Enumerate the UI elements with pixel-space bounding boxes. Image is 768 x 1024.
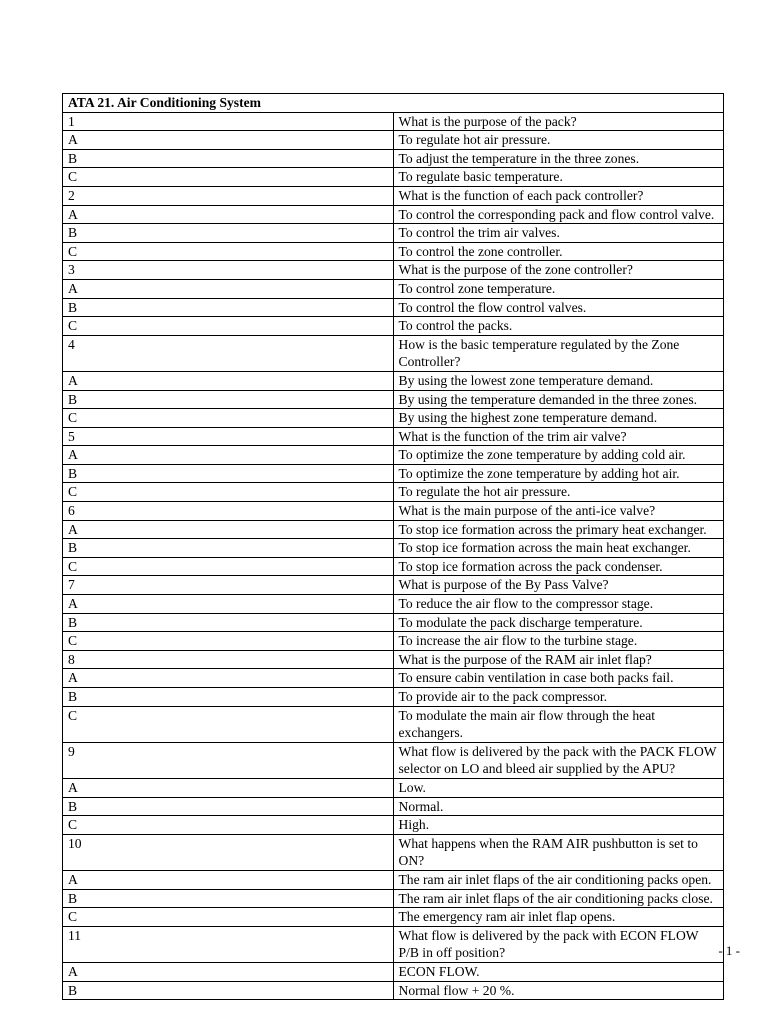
question-row xyxy=(63,926,724,962)
option-text: To control the flow control valves. xyxy=(393,298,724,317)
option-letter: B xyxy=(63,298,394,317)
answer-option-row xyxy=(63,613,724,632)
option-letter: A xyxy=(63,131,394,150)
question-number: 10 xyxy=(63,834,394,870)
answer-option-row xyxy=(63,539,724,558)
option-text: To stop ice formation across the primary heat exchanger. xyxy=(393,520,724,539)
option-text: To control the trim air valves. xyxy=(393,224,724,243)
answer-option-row xyxy=(63,520,724,539)
question-text: What is the function of the trim air valve? xyxy=(393,427,724,446)
option-text: To modulate the pack discharge temperature. xyxy=(393,613,724,632)
answer-option-row xyxy=(63,889,724,908)
answer-option-row xyxy=(63,981,724,1000)
option-letter: B xyxy=(63,797,394,816)
answer-option-row xyxy=(63,224,724,243)
answer-option-row xyxy=(63,632,724,651)
option-letter: A xyxy=(63,520,394,539)
option-letter: A xyxy=(63,279,394,298)
option-text: To provide air to the pack compressor. xyxy=(393,688,724,707)
option-text: By using the highest zone temperature demand. xyxy=(393,409,724,428)
option-letter: A xyxy=(63,371,394,390)
answer-option-row xyxy=(63,557,724,576)
option-text: To stop ice formation across the main heat exchanger. xyxy=(393,539,724,558)
option-text: To regulate hot air pressure. xyxy=(393,131,724,150)
option-text: To stop ice formation across the pack condenser. xyxy=(393,557,724,576)
question-text: What flow is delivered by the pack with ECON FLOW P/B in off position? xyxy=(393,926,724,962)
question-table-body xyxy=(63,94,724,1000)
answer-option-row xyxy=(63,870,724,889)
document-title: ATA 21. Air Conditioning System xyxy=(63,94,724,113)
option-text: Low. xyxy=(393,778,724,797)
option-letter: A xyxy=(63,778,394,797)
option-text: Normal. xyxy=(393,797,724,816)
option-letter: C xyxy=(63,632,394,651)
answer-option-row xyxy=(63,962,724,981)
question-table xyxy=(62,93,724,1000)
question-number: 11 xyxy=(63,926,394,962)
option-text: To reduce the air flow to the compressor stage. xyxy=(393,595,724,614)
question-number: 2 xyxy=(63,186,394,205)
question-text: What is the main purpose of the anti-ice valve? xyxy=(393,502,724,521)
answer-option-row xyxy=(63,778,724,797)
question-text: How is the basic temperature regulated by the Zone Controller? xyxy=(393,335,724,371)
answer-option-row xyxy=(63,149,724,168)
answer-option-row xyxy=(63,279,724,298)
option-letter: B xyxy=(63,539,394,558)
answer-option-row xyxy=(63,409,724,428)
option-letter: A xyxy=(63,446,394,465)
question-text: What flow is delivered by the pack with the PACK FLOW selector on LO and bleed air supplied by the APU? xyxy=(393,742,724,778)
question-row xyxy=(63,112,724,131)
option-letter: C xyxy=(63,557,394,576)
option-letter: B xyxy=(63,464,394,483)
option-letter: C xyxy=(63,816,394,835)
question-number: 7 xyxy=(63,576,394,595)
option-letter: C xyxy=(63,706,394,742)
option-letter: B xyxy=(63,981,394,1000)
question-row xyxy=(63,576,724,595)
option-text: By using the lowest zone temperature demand. xyxy=(393,371,724,390)
option-text: To modulate the main air flow through the heat exchangers. xyxy=(393,706,724,742)
question-number: 4 xyxy=(63,335,394,371)
option-letter: B xyxy=(63,613,394,632)
answer-option-row xyxy=(63,131,724,150)
question-row xyxy=(63,742,724,778)
question-number: 5 xyxy=(63,427,394,446)
option-letter: B xyxy=(63,149,394,168)
option-text: The emergency ram air inlet flap opens. xyxy=(393,908,724,927)
question-text: What is the purpose of the zone controller? xyxy=(393,261,724,280)
option-letter: C xyxy=(63,908,394,927)
answer-option-row xyxy=(63,168,724,187)
option-letter: A xyxy=(63,595,394,614)
question-number: 6 xyxy=(63,502,394,521)
question-text: What is the purpose of the RAM air inlet flap? xyxy=(393,650,724,669)
answer-option-row xyxy=(63,298,724,317)
question-row xyxy=(63,650,724,669)
answer-option-row xyxy=(63,483,724,502)
question-text: What happens when the RAM AIR pushbutton is set to ON? xyxy=(393,834,724,870)
question-text: What is the purpose of the pack? xyxy=(393,112,724,131)
option-letter: C xyxy=(63,483,394,502)
option-letter: A xyxy=(63,962,394,981)
question-number: 3 xyxy=(63,261,394,280)
option-text: To increase the air flow to the turbine stage. xyxy=(393,632,724,651)
question-row xyxy=(63,427,724,446)
option-text: The ram air inlet flaps of the air conditioning packs open. xyxy=(393,870,724,889)
question-text: What is the function of each pack controller? xyxy=(393,186,724,205)
answer-option-row xyxy=(63,908,724,927)
answer-option-row xyxy=(63,317,724,336)
option-text: To ensure cabin ventilation in case both packs fail. xyxy=(393,669,724,688)
answer-option-row xyxy=(63,688,724,707)
option-text: To regulate basic temperature. xyxy=(393,168,724,187)
option-text: The ram air inlet flaps of the air conditioning packs close. xyxy=(393,889,724,908)
answer-option-row xyxy=(63,797,724,816)
option-letter: B xyxy=(63,688,394,707)
option-letter: A xyxy=(63,205,394,224)
option-letter: A xyxy=(63,870,394,889)
option-text: To regulate the hot air pressure. xyxy=(393,483,724,502)
question-row xyxy=(63,186,724,205)
question-number: 1 xyxy=(63,112,394,131)
option-letter: C xyxy=(63,409,394,428)
question-number: 8 xyxy=(63,650,394,669)
option-letter: C xyxy=(63,168,394,187)
option-text: Normal flow + 20 %. xyxy=(393,981,724,1000)
question-row xyxy=(63,834,724,870)
option-text: To optimize the zone temperature by adding cold air. xyxy=(393,446,724,465)
answer-option-row xyxy=(63,446,724,465)
answer-option-row xyxy=(63,595,724,614)
question-row xyxy=(63,335,724,371)
option-text: High. xyxy=(393,816,724,835)
option-letter: B xyxy=(63,889,394,908)
option-text: To control the zone controller. xyxy=(393,242,724,261)
option-text: By using the temperature demanded in the three zones. xyxy=(393,390,724,409)
option-letter: A xyxy=(63,669,394,688)
answer-option-row xyxy=(63,706,724,742)
option-letter: C xyxy=(63,242,394,261)
answer-option-row xyxy=(63,390,724,409)
option-text: To control the packs. xyxy=(393,317,724,336)
question-row xyxy=(63,261,724,280)
answer-option-row xyxy=(63,242,724,261)
option-text: To control the corresponding pack and flow control valve. xyxy=(393,205,724,224)
page-number: - 1 - xyxy=(718,943,740,958)
option-text: ECON FLOW. xyxy=(393,962,724,981)
option-letter: B xyxy=(63,390,394,409)
question-text: What is purpose of the By Pass Valve? xyxy=(393,576,724,595)
answer-option-row xyxy=(63,669,724,688)
option-text: To control zone temperature. xyxy=(393,279,724,298)
option-letter: B xyxy=(63,224,394,243)
option-letter: C xyxy=(63,317,394,336)
answer-option-row xyxy=(63,464,724,483)
option-text: To adjust the temperature in the three zones. xyxy=(393,149,724,168)
question-number: 9 xyxy=(63,742,394,778)
answer-option-row xyxy=(63,816,724,835)
answer-option-row xyxy=(63,205,724,224)
question-row xyxy=(63,502,724,521)
answer-option-row xyxy=(63,371,724,390)
option-text: To optimize the zone temperature by adding hot air. xyxy=(393,464,724,483)
table-title-row xyxy=(63,94,724,113)
